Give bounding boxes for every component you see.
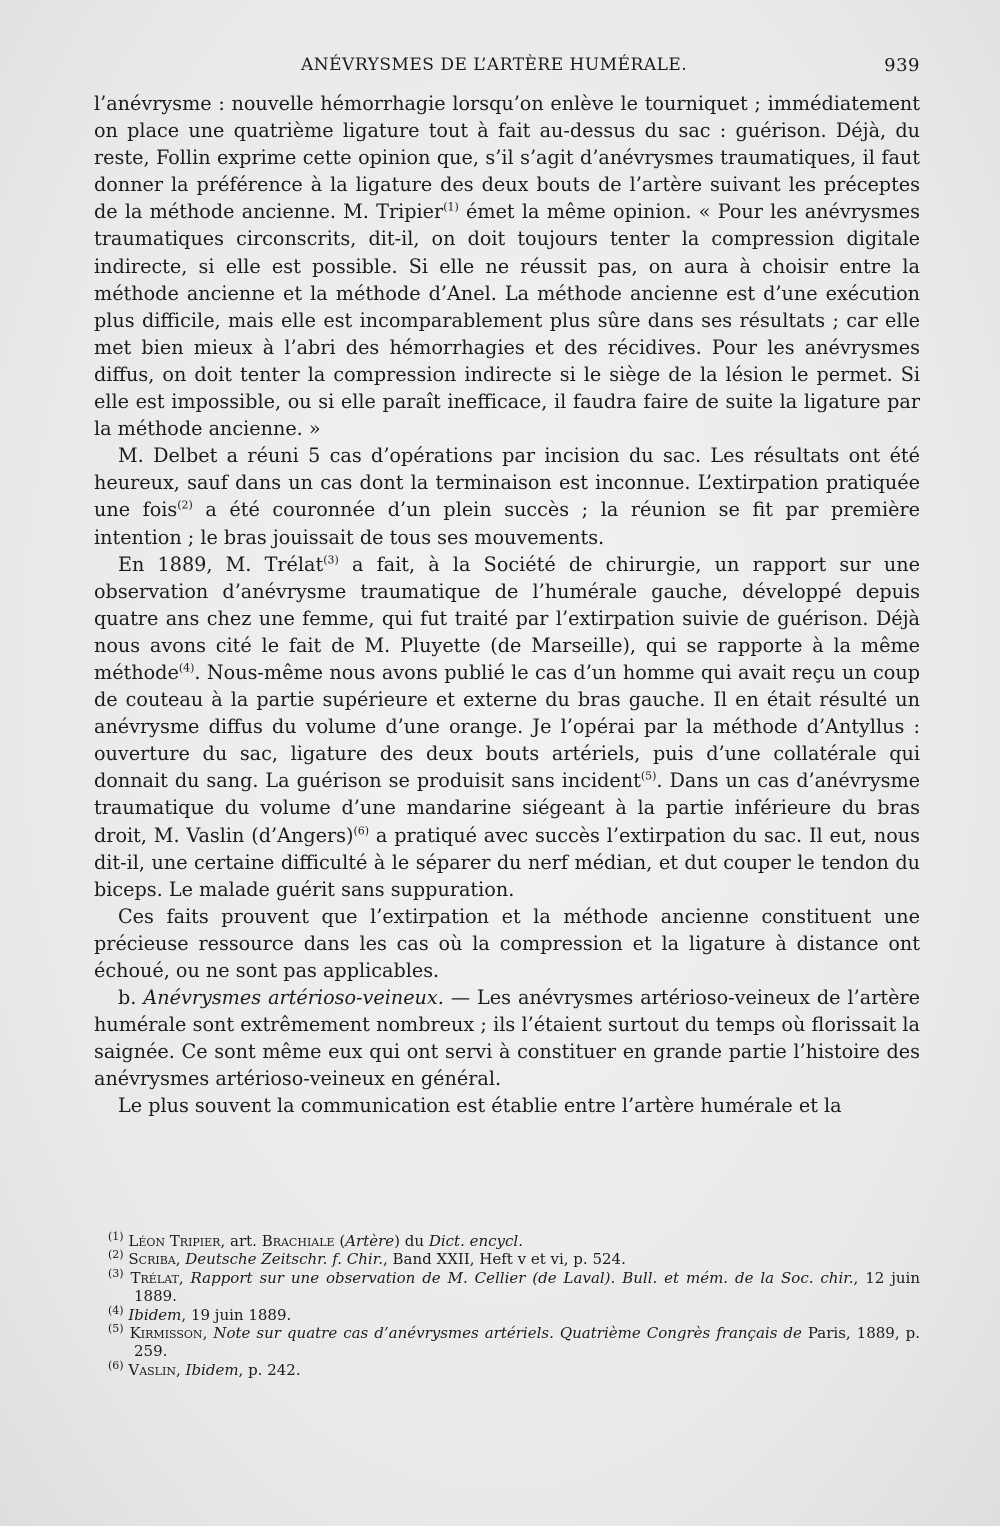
paragraph-1: [94, 90, 920, 442]
paragraph-6: Le plus souvent la communication est établie entre l’artère humérale et la: [118, 1094, 842, 1118]
paragraph-3: [94, 551, 920, 903]
footnote-author: Léon Tripier: [128, 1232, 221, 1250]
footnote-ref-1: (1): [443, 200, 459, 214]
text-run: ,: [202, 1324, 214, 1343]
section-label: b.: [118, 986, 137, 1010]
section-heading: Anévrysmes artérioso-veineux.: [143, 986, 444, 1010]
text-run: Dict. encycl.: [428, 1232, 523, 1250]
footnote-author: Kirmisson: [129, 1324, 203, 1343]
footnote-author: Vaslin: [128, 1360, 176, 1379]
text-run: ,: [175, 1360, 186, 1379]
footnote-2: [108, 1250, 920, 1268]
text-run: . Dans un cas d’anévrysme traumatique du volume d’une mandarine siégeant à la partie inférieure du bras droit, M. Vaslin (d’Angers): [94, 769, 920, 847]
paragraph-4: Ces faits prouvent que l’extirpation et la méthode ancienne constituent une précieuse ressource dans les cas où la compression et la ligature à distance ont échoué, ou ne sont pas applicables.: [94, 904, 920, 982]
text-run: Ibidem: [185, 1360, 239, 1379]
paragraph-2: [94, 442, 920, 550]
footnote-4: [108, 1303, 920, 1324]
text-run: a fait, à la Société de chirurgie, un rapport sur une observation d’anévrysme traumatique de l’humérale gauche, développé depuis quatre ans chez une femme, qui fut traité par l’extirpation suivie de guérison. Déjà nous avons cité le fait de M. Pluyette (de Marseille), qui se rapporte à la même méthode: [94, 552, 921, 684]
text-run: , 12 juin 1889.: [134, 1268, 920, 1306]
paragraph-5: [94, 984, 920, 1092]
text-run: Artère: [345, 1232, 395, 1250]
text-run: Ibidem: [128, 1305, 182, 1324]
text-run: ,: [175, 1250, 186, 1269]
text-run: ,: [178, 1268, 191, 1287]
text-run: , 19 juin 1889.: [181, 1305, 292, 1324]
footnote-3: [108, 1266, 920, 1306]
text-run: Brachiale: [261, 1232, 335, 1250]
footnote-1: [108, 1232, 920, 1250]
footnote-marker: (5): [108, 1322, 124, 1336]
text-run: Rapport sur une observation de M. Cellier (de Laval). Bull. et mém. de la Soc. chir.: [190, 1268, 854, 1287]
footnote-marker: (3): [108, 1266, 124, 1280]
footnote-ref-3: (3): [323, 553, 339, 567]
text-run: (: [334, 1232, 346, 1250]
footnote-ref-2: (2): [177, 499, 193, 513]
text-run: , p. 242.: [238, 1360, 301, 1379]
running-title: ANÉVRYSMES DE L’ARTÈRE HUMÉRALE.: [301, 55, 688, 75]
text-run: — Les anévrysmes artérioso-veineux de l’artère humérale sont extrêmement nombreux ; ils l’étaient surtout du temps où florissait la saignée. Ce sont même eux qui ont servi à constituer en grande partie l’histoire des anévrysmes artérioso-veineux en général.: [94, 986, 920, 1091]
text-run: ) du: [394, 1232, 429, 1250]
footnote-ref-5: (5): [640, 769, 657, 783]
text-run: émet la même opinion. « Pour les anévrysmes traumatiques circonscrits, dit-il, on doit toujours tenter la compression digitale indirecte, si elle est possible. Si elle ne réussit pas, on aura à choisir entre la méthode ancienne et la méthode d’Anel. La méthode ancienne est d’une exécution plus difficile, mais elle est incomparablement plus sûre dans ses résultats ; car elle met bien mieux à l’abri des hémorrhagies et des récidives. Pour les anévrysmes diffus, on doit tenter la compression indirecte si le siège de la lésion le permet. Si elle est impossible, ou si elle paraît inefficace, il faudra faire de suite la ligature par la méthode ancienne. »: [94, 200, 920, 441]
text-run: , Band XXII, Heft v et vi, p. 524.: [383, 1250, 626, 1269]
footnote-marker: (2): [108, 1248, 124, 1262]
text-run: Deutsche Zeitschr. f. Chir.: [185, 1250, 383, 1269]
text-run: a été couronnée d’un plein succès ; la réunion se fit par première intention ; le bras jouissait de tous ses mouvements.: [94, 498, 920, 549]
page-number: 939: [884, 55, 920, 76]
text-run: . Nous-même nous avons publié le cas d’un homme qui avait reçu un coup de couteau à la partie supérieure et externe du bras gauche. Il en était résulté un anévrysme diffus du volume d’une orange. Je l’opérai par la méthode d’Antyllus : ouverture du sac, ligature des deux bouts artériels, puis d’une collatérale qui donnait du sang. La guérison se produisit sans incident: [94, 660, 920, 793]
footnotes: [108, 1232, 920, 1379]
text-run: Paris, 1889, p. 259.: [134, 1324, 920, 1361]
text-run: M. Delbet a réuni 5 cas d’opérations par incision du sac. Les résultats ont été heureux, sauf dans un cas dont la terminaison est inconnue. L’extirpation pratiquée une fois: [94, 444, 920, 522]
text-run: Note sur quatre cas d’anévrysmes artériels. Quatrième Congrès français de: [213, 1324, 802, 1343]
footnote-6: [108, 1358, 920, 1379]
footnote-author: Trélat: [130, 1268, 179, 1287]
footnote-marker: (6): [108, 1358, 124, 1372]
main-text: [94, 90, 920, 1120]
footnote-5: [108, 1324, 920, 1361]
text-run: a pratiqué avec succès l’extirpation du sac. Il eut, nous dit-il, une certaine difficulté à le séparer du nerf médian, et dut couper le tendon du biceps. Le malade guérit sans suppuration.: [94, 823, 920, 901]
footnote-author: Scriba: [128, 1250, 176, 1269]
footnote-ref-4: (4): [178, 661, 195, 675]
text-run: En 1889, M. Trélat: [118, 552, 324, 576]
footnote-marker: (1): [108, 1230, 124, 1243]
running-header: [96, 55, 920, 85]
footnote-ref-6: (6): [353, 824, 370, 838]
footnote-marker: (4): [108, 1303, 124, 1317]
text-run: l’anévrysme : nouvelle hémorrhagie lorsqu’on enlève le tourniquet ; immédiatement on place une quatrième ligature tout à fait au-dessus du sac : guérison. Déjà, du reste, Follin exprime cette opinion que, s’il s’agit d’anévrysmes traumatiques, il faut donner la préférence à la ligature des deux bouts de l’artère suivant les préceptes de la méthode ancienne. M. Tripier: [94, 92, 920, 224]
text-run: , art.: [220, 1232, 262, 1250]
